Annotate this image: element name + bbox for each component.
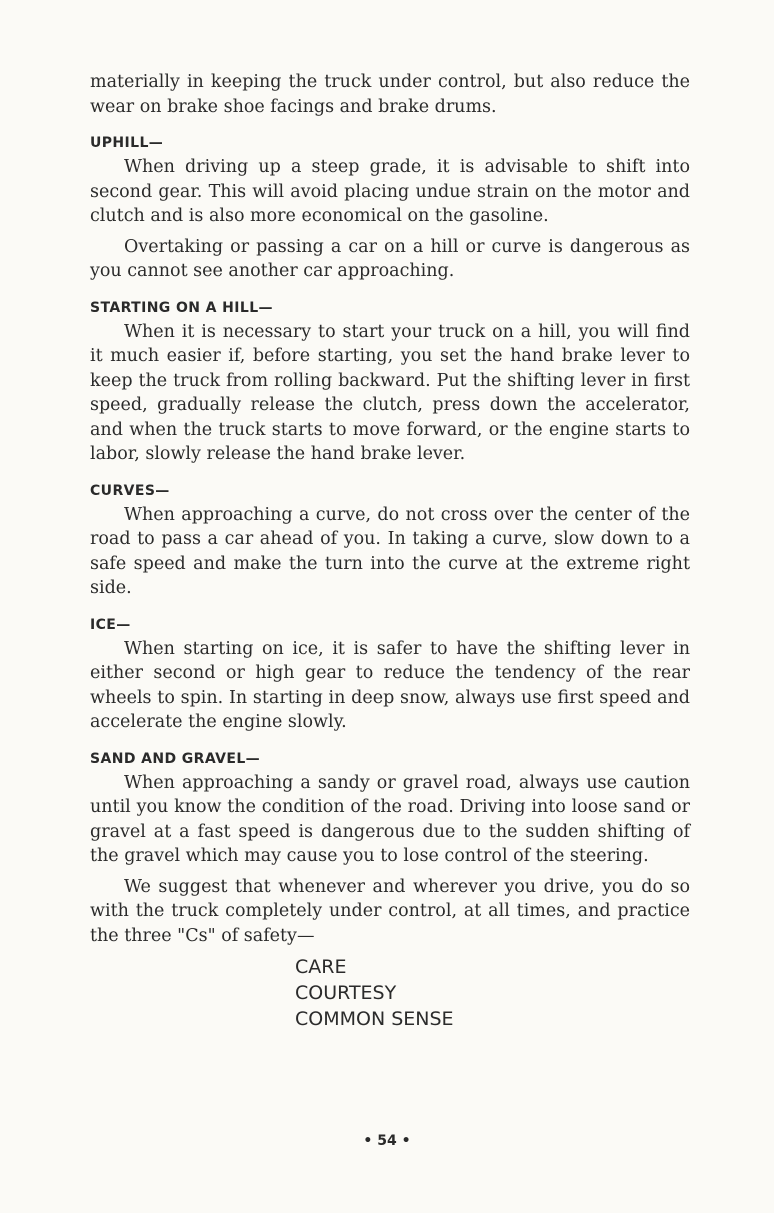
section-starting-on-a-hill	[90, 300, 690, 467]
section-heading: CURVES—	[90, 482, 170, 499]
section-heading: ICE—	[90, 616, 131, 633]
section-paragraph: When approaching a sandy or gravel road, always use caution until you know the condition of the road. Driving into loose sand or gravel at a fast speed is dangerous due to the sudden shifting of the gravel which may cause you to lose control of the steering.	[90, 772, 690, 866]
section-curves	[90, 483, 690, 601]
page-number: • 54 •	[363, 1133, 411, 1149]
section-heading: UPHILL—	[90, 135, 164, 151]
section-paragraph: When driving up a steep grade, it is advisable to shift into second gear. This will avoid placing undue strain on the motor and clutch and is also more economical on the gasoline.	[90, 157, 690, 226]
three-cs-list	[295, 954, 690, 1032]
section-paragraph: When approaching a curve, do not cross over the center of the road to pass a car ahead of you. In taking a curve, slow down to a safe speed and make the turn into the curve at the extreme right side.	[90, 504, 690, 598]
section-paragraph: When it is necessary to start your truck on a hill, you will find it much easier if, before starting, you set the hand brake lever to keep the truck from rolling backward. Put the shifting lever in first speed, gradually release the clutch, press down the accelerator, and when the truck starts to move forward, or the engine starts to labor, slowly release the hand brake lever.	[90, 321, 690, 464]
section-paragraph: We suggest that whenever and wherever you drive, you do so with the truck completely under control, at all times, and practice the three "Cs" of safety—	[90, 876, 690, 946]
list-item: CARE	[295, 956, 347, 978]
section-paragraph: When starting on ice, it is safer to have the shifting lever in either second or high gear to reduce the tendency of the rear wheels to spin. In starting in deep snow, always use first speed and accelerate the engine slowly.	[90, 638, 690, 732]
section-sand-and-gravel	[90, 751, 690, 949]
section-heading: STARTING ON A HILL—	[90, 299, 273, 316]
list-item: COURTESY	[295, 982, 397, 1004]
section-heading: SAND AND GRAVEL—	[90, 750, 261, 767]
intro-paragraph: materially in keeping the truck under control, but also reduce the wear on brake shoe facings and brake drums.	[90, 72, 690, 117]
section-uphill	[90, 135, 690, 284]
section-paragraph: Overtaking or passing a car on a hill or curve is dangerous as you cannot see another car approaching.	[90, 236, 690, 281]
section-ice	[90, 617, 690, 735]
list-item: COMMON SENSE	[295, 1008, 454, 1030]
document-page	[90, 70, 690, 1032]
